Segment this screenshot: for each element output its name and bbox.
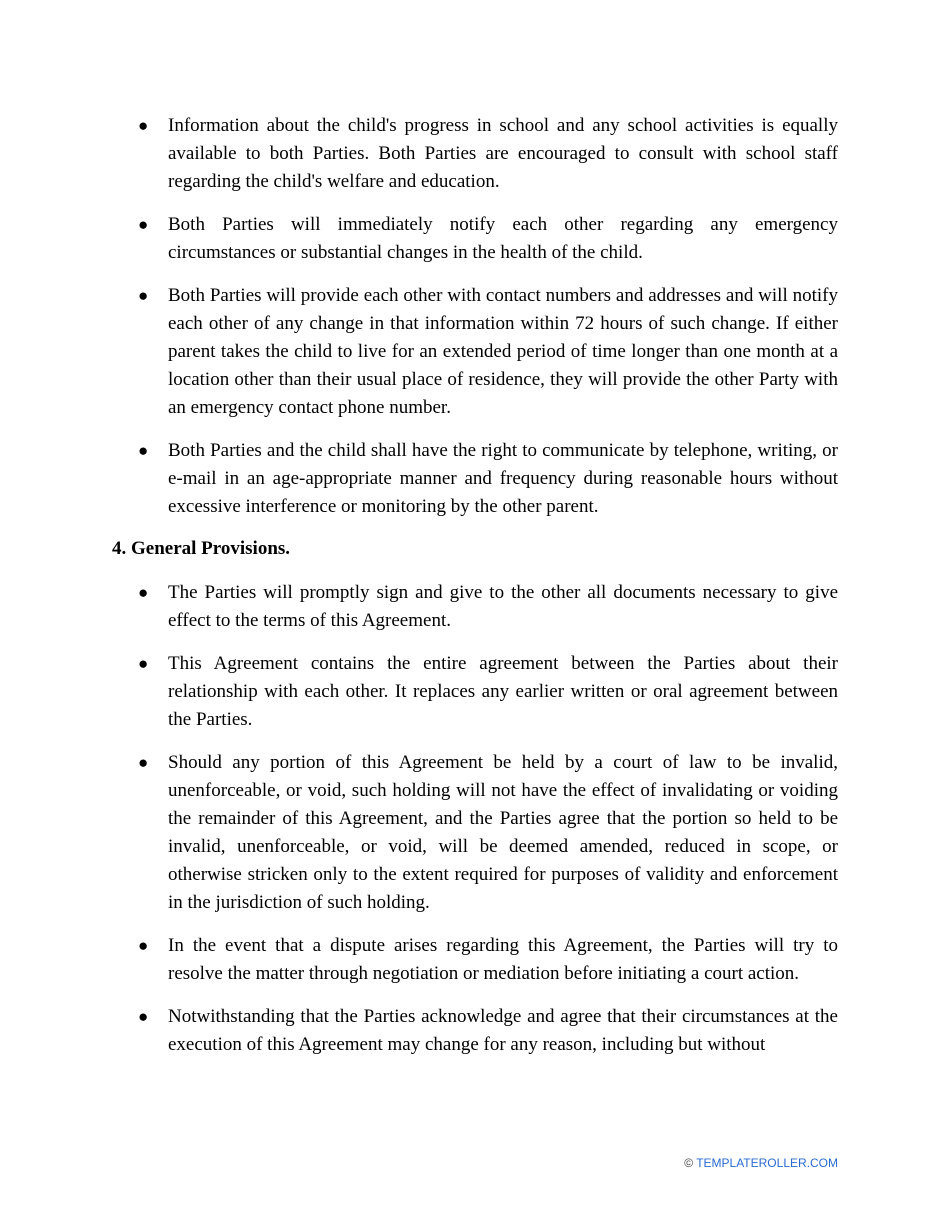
templateroller-link[interactable]: TEMPLATEROLLER.COM [696, 1156, 838, 1170]
list-item [138, 749, 838, 917]
bullet-icon: ● [138, 215, 149, 234]
list-item-text: Both Parties will immediately notify each other regarding any emergency circumstances or substantial changes in the health of the child. [168, 214, 838, 263]
list-item [138, 112, 838, 196]
bullet-icon: ● [138, 583, 149, 602]
list-item [138, 437, 838, 521]
section-heading: 4. General Provisions. [112, 538, 291, 559]
list-item [138, 650, 838, 734]
copyright-icon: © [684, 1156, 694, 1170]
list-item [138, 211, 838, 267]
list-item-text: Information about the child's progress in school and any school activities is equally available to both Parties. Both Parties are encouraged to consult with school staff regarding the child's welfare and education. [168, 115, 838, 192]
list-item-text: Notwithstanding that the Parties acknowledge and agree that their circumstances at the execution of this Agreement may change for any reason, including but without [168, 1006, 838, 1055]
bullet-icon: ● [138, 753, 149, 772]
bullet-icon: ● [138, 1007, 149, 1026]
list-item-text: In the event that a dispute arises regarding this Agreement, the Parties will try to resolve the matter through negotiation or mediation before initiating a court action. [168, 935, 838, 984]
communication-provisions-list [138, 112, 838, 536]
bullet-icon: ● [138, 286, 149, 305]
list-item [138, 1003, 838, 1059]
bullet-icon: ● [138, 654, 149, 673]
bullet-icon: ● [138, 116, 149, 135]
list-item-text: This Agreement contains the entire agreement between the Parties about their relationship with each other. It replaces any earlier written or oral agreement between the Parties. [168, 653, 838, 730]
list-item-text: The Parties will promptly sign and give to the other all documents necessary to give effect to the terms of this Agreement. [168, 582, 838, 631]
general-provisions-list [138, 579, 838, 1074]
bullet-icon: ● [138, 936, 149, 955]
list-item-text: Both Parties will provide each other with contact numbers and addresses and will notify each other of any change in that information within 72 hours of such change. If either parent takes the child to live for an extended period of time longer than one month at a location other than their usual place of residence, they will provide the other Party with an emergency contact phone number. [168, 285, 838, 418]
list-item [138, 932, 838, 988]
page-footer [684, 1155, 838, 1171]
list-item [138, 282, 838, 422]
list-item-text: Should any portion of this Agreement be held by a court of law to be invalid, unenforceable, or void, such holding will not have the effect of invalidating or voiding the remainder of this Agreement, and the Parties agree that the portion so held to be invalid, unenforceable, or void, will be deemed amended, reduced in scope, or otherwise stricken only to the extent required for purposes of validity and enforcement in the jurisdiction of such holding. [168, 752, 838, 913]
bullet-icon: ● [138, 441, 149, 460]
list-item-text: Both Parties and the child shall have the right to communicate by telephone, writing, or e-mail in an age-appropriate manner and frequency during reasonable hours without excessive interference or monitoring by the other parent. [168, 440, 838, 517]
list-item [138, 579, 838, 635]
